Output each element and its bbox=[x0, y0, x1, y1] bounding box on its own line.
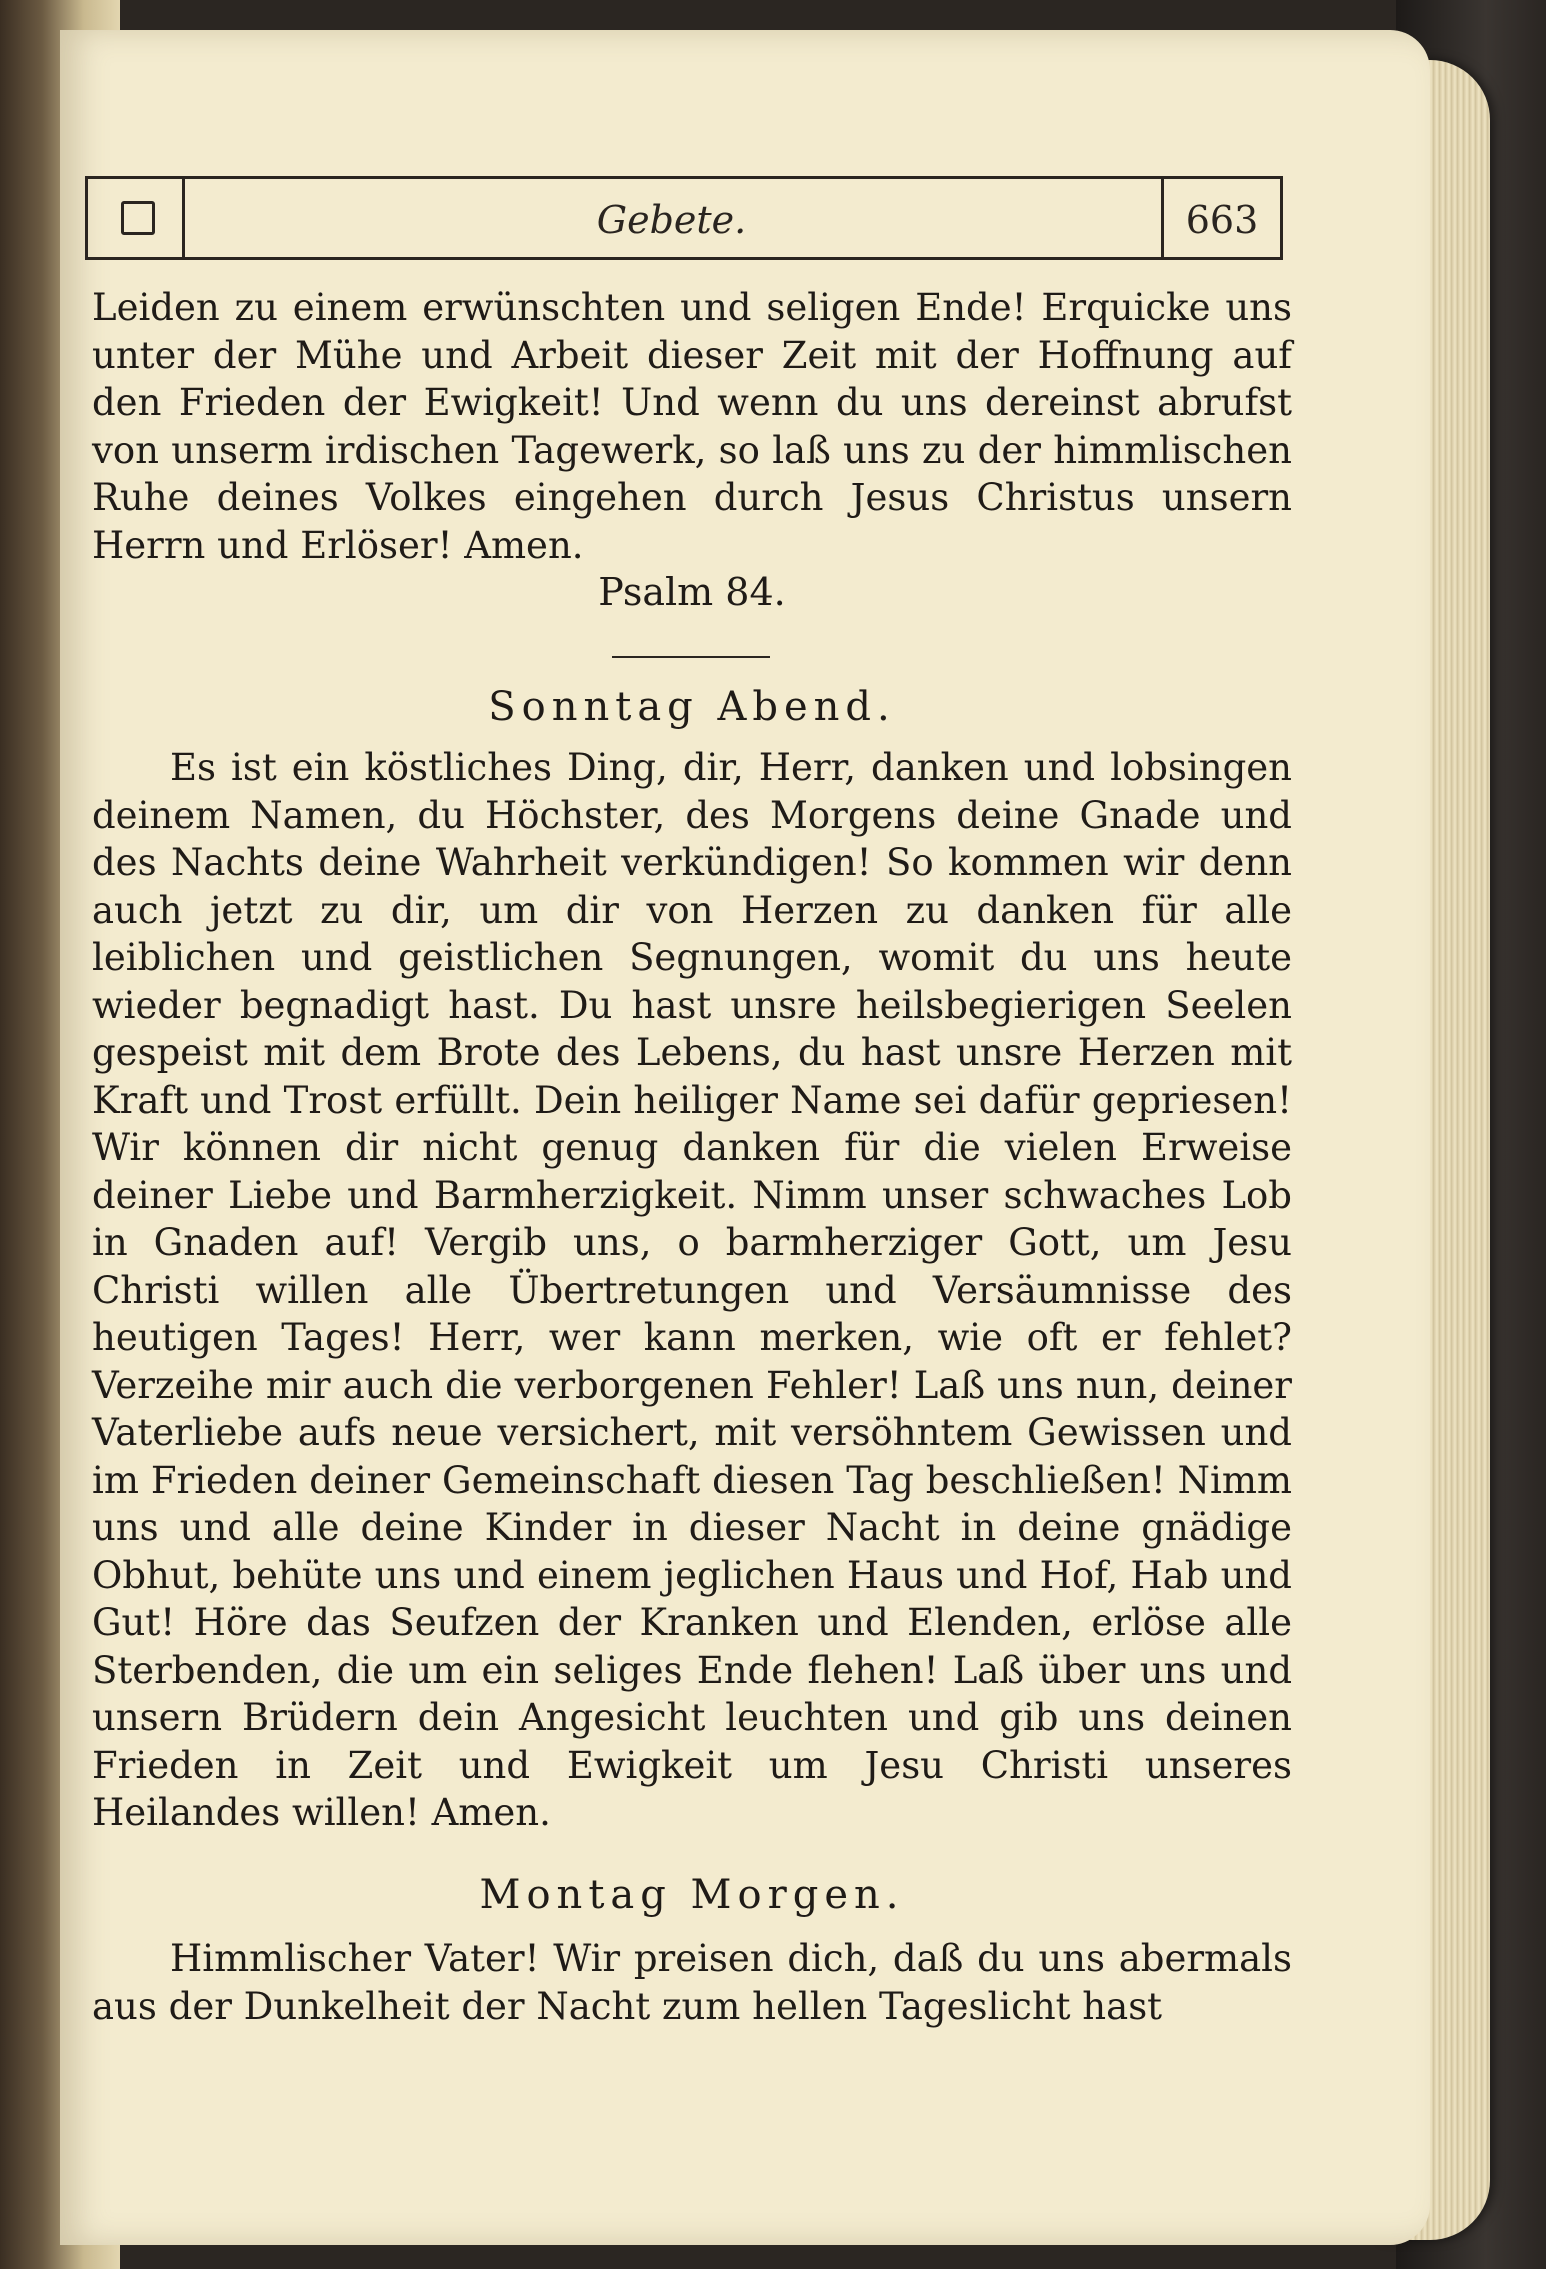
header-marker-box bbox=[85, 179, 185, 257]
prayer-body-sonntag-abend: Es ist ein köstliches Ding, dir, Herr, danken und lobsingen deinem Namen, du Höchster, des Morgens deine Gnade und des Nachts deine Wahrheit verkündigen! So kommen wir denn auch jetzt zu dir, um dir von Herzen zu danken für alle leiblichen und geistlichen Segnungen, womit du uns heute wieder begnadigt hast. Du hast unsre heilsbegierigen Seelen gespeist mit dem Brote des Lebens, du hast unsre Herzen mit Kraft und Trost erfüllt. Dein heiliger Name sei dafür gepriesen! Wir können dir nicht genug danken für die vielen Erweise deiner Liebe und Barmherzigkeit. Nimm unser schwaches Lob in Gnaden auf! Vergib uns, o barmherziger Gott, um Jesu Christi willen alle Übertretungen und Versäumnisse des heutigen Tages! Herr, wer kann merken, wie oft er fehlet? Verzeihe mir auch die verborgenen Fehler! Laß uns nun, deiner Vaterliebe aufs neue versichert, mit versöhntem Gewissen und im Frieden deiner Gemeinschaft diesen Tag beschließen! Nimm uns und alle deine Kinder in dieser Nacht in deine gnädige Obhut, behüte uns und einem jeglichen Haus und Hof, Hab und Gut! Höre das Seufzen der Kranken und Elenden, erlöse alle Sterbenden, die um ein seliges Ende flehen! Laß über uns und unsern Brüdern dein Angesicht leuchten und gib uns deinen Frieden in Zeit und Ewigkeit um Jesu Christi unseres Heilandes willen! Amen. bbox=[92, 746, 1292, 1834]
prayer-body-montag-morgen: Himmlischer Vater! Wir preisen dich, daß du uns abermals aus der Dunkelheit der Nacht zum hellen Tageslicht hast bbox=[92, 1937, 1292, 2028]
section-heading-sonntag-abend: Sonntag Abend. bbox=[488, 684, 896, 730]
running-header bbox=[85, 176, 1283, 260]
paragraph-intro: Leiden zu einem erwünschten und seligen Ende! Erquicke uns unter der Mühe und Arbeit dieser Zeit mit der Hoffnung auf den Frieden der Ewigkeit! Und wenn du uns dereinst abrufst von unserm irdischen Tagewerk, so laß uns zu der himmlischen Ruhe deines Volkes eingehen durch Jesus Christus unsern Herrn und Erlöser! Amen. bbox=[92, 286, 1292, 567]
square-icon bbox=[121, 201, 155, 235]
section-heading-montag-morgen: Montag Morgen. bbox=[479, 1872, 905, 1918]
psalm-reference: Psalm 84. bbox=[598, 570, 786, 614]
section-divider bbox=[612, 656, 770, 658]
page-title: Gebete. bbox=[596, 198, 747, 242]
page-number: 663 bbox=[1161, 179, 1283, 257]
